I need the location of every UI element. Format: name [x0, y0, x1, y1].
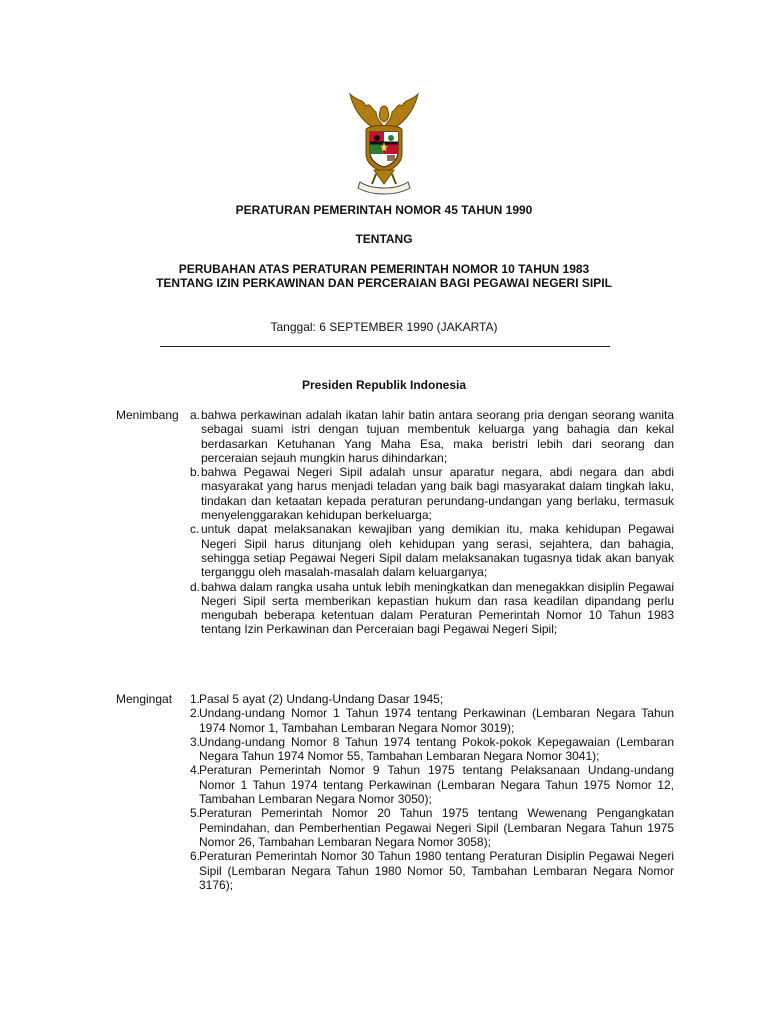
list-item: [190, 706, 674, 735]
menimbang-list: [190, 408, 674, 637]
document-title: PERATURAN PEMERINTAH NOMOR 45 TAHUN 1990: [235, 203, 533, 217]
garuda-emblem: [336, 92, 432, 196]
item-marker: 2.: [190, 706, 201, 721]
item-text: Undang-undang Nomor 1 Tahun 1974 tentang Perkawinan (Lembaran Negara Tahun 1974 Nomor 1, Tambahan Lembaran Negara Nomor 3019);: [199, 706, 674, 735]
item-text: bahwa Pegawai Negeri Sipil adalah unsur aparatur negara, abdi negara dan abdi masyarakat yang harus menjadi teladan yang baik bagi masyarakat dalam tingkah laku, tindakan dan ketaatan kepada peraturan perundang-undangan yang berlaku, termasuk menyelenggarakan kehidupan berkeluarga;: [201, 465, 674, 523]
list-item: [190, 522, 674, 579]
item-marker: 5.: [190, 806, 201, 821]
subject-line-2: TENTANG IZIN PERKAWINAN DAN PERCERAIAN BAGI PEGAWAI NEGERI SIPIL: [156, 276, 612, 290]
mengingat-list: [190, 692, 674, 892]
list-item: [190, 580, 674, 637]
item-marker: 3.: [190, 734, 201, 749]
item-text: bahwa perkawinan adalah ikatan lahir batin antara seorang pria dengan seorang wanita sebagai suami istri dengan tujuan membentuk keluarga yang bahagia dan kekal berdasarkan Ketuhanan Yang Maha Esa, maka beristri lebih dari seorang dan perceraian sejauh mungkin harus dihindarkan;: [201, 408, 674, 465]
item-text: Peraturan Pemerintah Nomor 9 Tahun 1975 tentang Pelaksanaan Undang-undang Nomor 1 Tahun 1974 tentang Perkawinan (Lembaran Negara Tahun 1975 Nomor 12, Tambahan Lembaran Negara Nomor 3050);: [199, 763, 674, 807]
item-text: Pasal 5 ayat (2) Undang-Undang Dasar 1945;: [199, 692, 444, 706]
menimbang-label: Menimbang: [116, 408, 179, 422]
item-text: Peraturan Pemerintah Nomor 30 Tahun 1980 tentang Peraturan Disiplin Pegawai Negeri Sipil (Lembaran Negara Tahun 1980 Nomor 50, Tambahan Lembaran Negara Nomor 3176);: [199, 849, 674, 892]
item-text: Undang-undang Nomor 8 Tahun 1974 tentang Pokok-pokok Kepegawaian (Lembaran Negara Tahun 1974 Nomor 55, Tambahan Lembaran Negara Nomor 3041);: [199, 734, 674, 764]
list-item: [190, 763, 674, 806]
item-marker: d.: [190, 579, 201, 594]
list-item: [190, 849, 674, 892]
list-item: [190, 408, 674, 465]
document-date: Tanggal: 6 SEPTEMBER 1990 (JAKARTA): [270, 320, 498, 334]
item-marker: c.: [190, 522, 200, 537]
signatory-heading: Presiden Republik Indonesia: [301, 378, 467, 392]
item-marker: a.: [190, 408, 201, 422]
list-item: [190, 692, 674, 706]
tentang-heading: TENTANG: [355, 232, 413, 246]
mengingat-label: Mengingat: [116, 692, 173, 706]
item-marker: 6.: [190, 849, 201, 864]
subject-line-1: PERUBAHAN ATAS PERATURAN PEMERINTAH NOMOR 10 TAHUN 1983: [178, 262, 590, 276]
list-item: [190, 465, 674, 522]
item-text: Peraturan Pemerintah Nomor 20 Tahun 1975 tentang Wewenang Pengangkatan Pemindahan, dan Pemberhentian Pegawai Negeri Sipil (Lembaran Negara Tahun 1975 Nomor 26, Tambahan Lembaran Negara Nomor 3058);: [199, 806, 674, 849]
garuda-emblem-icon: [336, 92, 432, 196]
item-text: untuk dapat melaksanakan kewajiban yang demikian itu, maka kehidupan Pegawai Negeri Sipil harus ditunjang oleh kehidupan yang serasi, sejahtera, dan bahagia, sehingga setiap Pegawai Negeri Sipil dalam melaksanakan tugasnya tidak akan banyak terganggu oleh masalah-masalah dalam keluarganya;: [201, 522, 674, 580]
item-marker: b.: [190, 465, 201, 480]
separator-line: [160, 346, 610, 347]
item-marker: 4.: [190, 763, 201, 778]
item-marker: 1.: [190, 692, 201, 706]
list-item: [190, 735, 674, 764]
list-item: [190, 806, 674, 849]
item-text: bahwa dalam rangka usaha untuk lebih meningkatkan dan menegakkan disiplin Pegawai Negeri Sipil serta memberikan kepastian hukum dan rasa keadilan dipandang perlu mengubah beberapa ketentuan dalam Peraturan Pemerintah Nomor 10 Tahun 1983 tentang Izin Perkawinan dan Perceraian bagi Pegawai Negeri Sipil;: [201, 579, 674, 637]
